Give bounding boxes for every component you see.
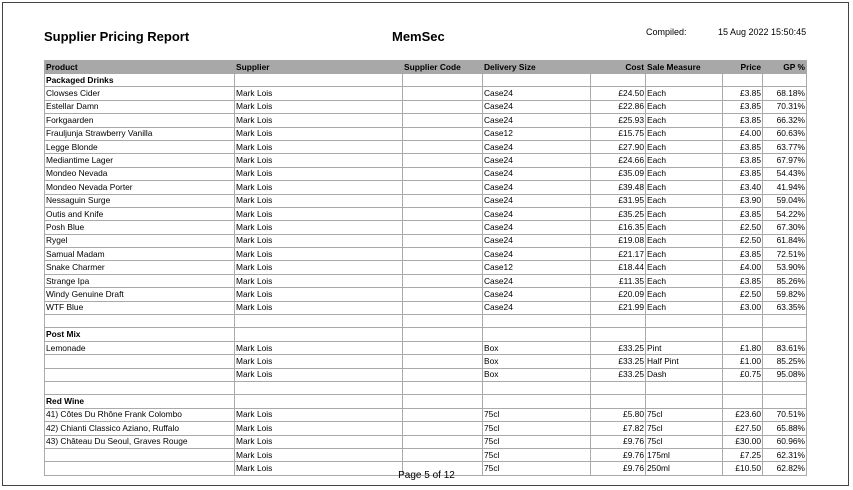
compiled-date: 15 Aug 2022 15:50:45 [718,27,807,37]
cell-product: Samual Madam [45,248,235,261]
empty-cell [591,315,646,328]
cell-gp: 85.26% [763,274,807,287]
cell-sale-measure: Each [646,87,723,100]
empty-cell [483,381,591,394]
cell-delivery-size: Box [483,341,591,354]
cell-gp: 68.18% [763,87,807,100]
cell-price: £3.85 [723,154,763,167]
cell-supplier: Mark Lois [235,435,403,448]
cell-sale-measure: Half Pint [646,355,723,368]
cell-sale-measure: Each [646,194,723,207]
cell-sale-measure: 75cl [646,435,723,448]
cell-supplier: Mark Lois [235,194,403,207]
cell-price: £3.85 [723,274,763,287]
empty-cell [235,315,403,328]
cell-supplier-code [403,140,483,153]
cell-price: £1.80 [723,341,763,354]
cell-price: £3.85 [723,207,763,220]
cell-delivery-size: Case24 [483,87,591,100]
cell-gp: 59.82% [763,288,807,301]
cell-gp: 62.82% [763,462,807,475]
cell-supplier: Mark Lois [235,355,403,368]
cell-supplier: Mark Lois [235,234,403,247]
cell-delivery-size: Box [483,368,591,381]
cell-sale-measure: Each [646,140,723,153]
cell-price: £1.00 [723,355,763,368]
cell-supplier-code [403,207,483,220]
cell-sale-measure: Each [646,261,723,274]
cell-cost: £16.35 [591,221,646,234]
cell-product: Posh Blue [45,221,235,234]
cell-delivery-size: Case24 [483,234,591,247]
cell-price: £23.60 [723,408,763,421]
empty-cell [403,395,483,408]
cell-sale-measure: Each [646,127,723,140]
empty-cell [646,328,723,341]
cell-cost: £20.09 [591,288,646,301]
column-header: Price [723,61,763,74]
empty-cell [723,381,763,394]
cell-supplier: Mark Lois [235,140,403,153]
cell-sale-measure: Each [646,154,723,167]
cell-product: Mondeo Nevada [45,167,235,180]
cell-supplier-code [403,87,483,100]
cell-supplier-code [403,248,483,261]
cell-product: Forkgaarden [45,114,235,127]
cell-gp: 65.88% [763,422,807,435]
table-row [45,368,807,381]
empty-cell [646,381,723,394]
cell-supplier-code [403,355,483,368]
cell-supplier-code [403,448,483,461]
empty-cell [483,328,591,341]
table-row [45,261,807,274]
cell-price: £3.90 [723,194,763,207]
empty-cell [646,315,723,328]
cell-sale-measure: Each [646,248,723,261]
cell-product: Nessaguin Surge [45,194,235,207]
cell-gp: 63.77% [763,140,807,153]
cell-supplier-code [403,422,483,435]
table-row [45,207,807,220]
cell-product [45,355,235,368]
cell-sale-measure: Dash [646,368,723,381]
company-name: MemSec [392,29,445,44]
cell-delivery-size: Case24 [483,221,591,234]
table-row [45,87,807,100]
cell-gp: 62.31% [763,448,807,461]
table-row [45,114,807,127]
cell-delivery-size: Case12 [483,127,591,140]
empty-cell [763,328,807,341]
cell-gp: 83.61% [763,341,807,354]
cell-product: Frauljunja Strawberry Vanilla [45,127,235,140]
cell-price: £3.85 [723,87,763,100]
cell-sale-measure: 75cl [646,422,723,435]
cell-product: Estellar Damn [45,100,235,113]
cell-supplier: Mark Lois [235,408,403,421]
cell-gp: 72.51% [763,248,807,261]
cell-sale-measure: Each [646,234,723,247]
cell-supplier-code [403,100,483,113]
cell-price: £2.50 [723,221,763,234]
empty-cell [646,74,723,87]
cell-price: £3.85 [723,248,763,261]
cell-product: 43) Château Du Seoul, Graves Rouge [45,435,235,448]
empty-cell [235,381,403,394]
cell-delivery-size: Case24 [483,274,591,287]
cell-cost: £24.66 [591,154,646,167]
table-row [45,422,807,435]
table-row [45,408,807,421]
section-header-row [45,74,807,87]
cell-cost: £9.76 [591,448,646,461]
cell-sale-measure: Each [646,207,723,220]
cell-price: £3.85 [723,114,763,127]
cell-price: £0.75 [723,368,763,381]
cell-delivery-size: Case24 [483,194,591,207]
cell-cost: £33.25 [591,355,646,368]
cell-delivery-size: Case24 [483,181,591,194]
cell-price: £3.40 [723,181,763,194]
cell-sale-measure: Each [646,100,723,113]
cell-product: Outis and Knife [45,207,235,220]
cell-supplier: Mark Lois [235,154,403,167]
cell-cost: £7.82 [591,422,646,435]
column-header: Product [45,61,235,74]
table-row [45,435,807,448]
page-number: Page 5 of 12 [398,470,455,481]
report-title: Supplier Pricing Report [44,29,190,44]
cell-cost: £5.80 [591,408,646,421]
spacer-row [45,315,807,328]
cell-supplier: Mark Lois [235,261,403,274]
cell-cost: £22.86 [591,100,646,113]
cell-supplier: Mark Lois [235,221,403,234]
empty-cell [763,315,807,328]
cell-cost: £35.25 [591,207,646,220]
cell-gp: 67.97% [763,154,807,167]
empty-cell [45,381,235,394]
cell-product: Strange Ipa [45,274,235,287]
cell-gp: 66.32% [763,114,807,127]
cell-supplier: Mark Lois [235,301,403,314]
empty-cell [403,315,483,328]
cell-price: £27.50 [723,422,763,435]
cell-product: Clowses Cider [45,87,235,100]
cell-gp: 54.22% [763,207,807,220]
column-header: Delivery Size [483,61,591,74]
cell-supplier-code [403,194,483,207]
cell-supplier: Mark Lois [235,341,403,354]
cell-price: £3.85 [723,100,763,113]
section-header-row [45,395,807,408]
cell-gp: 95.08% [763,368,807,381]
pricing-table [44,60,807,476]
cell-cost: £33.25 [591,341,646,354]
cell-delivery-size: 75cl [483,435,591,448]
table-row [45,341,807,354]
cell-product: WTF Blue [45,301,235,314]
empty-cell [723,395,763,408]
cell-cost: £11.35 [591,274,646,287]
cell-sale-measure: Each [646,274,723,287]
cell-price: £10.50 [723,462,763,475]
cell-supplier: Mark Lois [235,167,403,180]
cell-gp: 85.25% [763,355,807,368]
cell-supplier-code [403,234,483,247]
table-row [45,221,807,234]
empty-cell [591,328,646,341]
empty-cell [646,395,723,408]
empty-cell [723,328,763,341]
table-row [45,448,807,461]
table-row [45,234,807,247]
cell-price: £30.00 [723,435,763,448]
cell-supplier: Mark Lois [235,114,403,127]
section-title: Packaged Drinks [45,74,235,87]
cell-gp: 41.94% [763,181,807,194]
cell-cost: £21.99 [591,301,646,314]
cell-gp: 54.43% [763,167,807,180]
cell-product: 41) Côtes Du Rhône Frank Colombo [45,408,235,421]
cell-supplier-code [403,221,483,234]
cell-gp: 67.30% [763,221,807,234]
empty-cell [235,395,403,408]
cell-cost: £24.50 [591,87,646,100]
cell-cost: £35.09 [591,167,646,180]
cell-price: £4.00 [723,261,763,274]
table-row [45,100,807,113]
table-row [45,274,807,287]
cell-sale-measure: Each [646,288,723,301]
cell-cost: £31.95 [591,194,646,207]
empty-cell [723,74,763,87]
empty-cell [723,315,763,328]
empty-cell [403,74,483,87]
cell-supplier: Mark Lois [235,462,403,475]
cell-supplier: Mark Lois [235,248,403,261]
cell-price: £3.00 [723,301,763,314]
empty-cell [591,74,646,87]
cell-product: Snake Charmer [45,261,235,274]
cell-product: Mondeo Nevada Porter [45,181,235,194]
cell-gp: 63.35% [763,301,807,314]
cell-delivery-size: Case24 [483,154,591,167]
cell-gp: 60.63% [763,127,807,140]
cell-price: £2.50 [723,288,763,301]
cell-price: £2.50 [723,234,763,247]
cell-delivery-size: Case24 [483,100,591,113]
cell-product: Mediantime Lager [45,154,235,167]
cell-product [45,448,235,461]
empty-cell [763,74,807,87]
cell-cost: £21.17 [591,248,646,261]
cell-cost: £18.44 [591,261,646,274]
table-row [45,288,807,301]
empty-cell [235,74,403,87]
cell-supplier-code [403,127,483,140]
cell-supplier-code [403,341,483,354]
cell-delivery-size: 75cl [483,462,591,475]
cell-sale-measure: Each [646,181,723,194]
cell-supplier: Mark Lois [235,127,403,140]
cell-sale-measure: 175ml [646,448,723,461]
cell-supplier: Mark Lois [235,274,403,287]
cell-delivery-size: Case24 [483,248,591,261]
cell-supplier: Mark Lois [235,87,403,100]
table-row [45,248,807,261]
cell-delivery-size: Case24 [483,114,591,127]
cell-delivery-size: Box [483,355,591,368]
cell-delivery-size: Case24 [483,288,591,301]
cell-price: £4.00 [723,127,763,140]
cell-price: £3.85 [723,167,763,180]
section-title: Red Wine [45,395,235,408]
cell-supplier: Mark Lois [235,288,403,301]
column-header: Sale Measure [646,61,723,74]
cell-cost: £39.48 [591,181,646,194]
cell-sale-measure: 75cl [646,408,723,421]
cell-supplier-code [403,154,483,167]
empty-cell [235,328,403,341]
cell-gp: 53.90% [763,261,807,274]
cell-delivery-size: 75cl [483,408,591,421]
empty-cell [403,381,483,394]
cell-supplier: Mark Lois [235,368,403,381]
empty-cell [763,381,807,394]
cell-supplier-code [403,301,483,314]
table-row [45,194,807,207]
cell-price: £7.25 [723,448,763,461]
cell-delivery-size: Case24 [483,167,591,180]
cell-cost: £9.76 [591,462,646,475]
cell-gp: 59.04% [763,194,807,207]
column-header: Cost [591,61,646,74]
cell-supplier-code [403,167,483,180]
table-row [45,140,807,153]
cell-delivery-size: 75cl [483,422,591,435]
cell-supplier: Mark Lois [235,448,403,461]
cell-product: Lemonade [45,341,235,354]
cell-cost: £27.90 [591,140,646,153]
column-header: Supplier Code [403,61,483,74]
cell-supplier-code [403,274,483,287]
cell-delivery-size: Case24 [483,301,591,314]
cell-cost: £9.76 [591,435,646,448]
cell-product: Windy Genuine Draft [45,288,235,301]
column-header: Supplier [235,61,403,74]
cell-delivery-size: Case24 [483,207,591,220]
table-row [45,301,807,314]
section-header-row [45,328,807,341]
cell-cost: £19.08 [591,234,646,247]
cell-gp: 70.31% [763,100,807,113]
cell-sale-measure: Each [646,167,723,180]
cell-gp: 61.84% [763,234,807,247]
cell-sale-measure: Each [646,221,723,234]
table-header [45,61,807,74]
cell-sale-measure: Pint [646,341,723,354]
cell-sale-measure: Each [646,301,723,314]
cell-delivery-size: Case24 [483,140,591,153]
cell-product [45,368,235,381]
compiled-label: Compiled: [646,27,687,37]
cell-supplier-code [403,408,483,421]
cell-gp: 60.96% [763,435,807,448]
table-row [45,154,807,167]
cell-delivery-size: 75cl [483,448,591,461]
table-row [45,355,807,368]
table-row [45,167,807,180]
cell-supplier-code [403,114,483,127]
cell-sale-measure: Each [646,114,723,127]
cell-supplier-code [403,435,483,448]
cell-product: 42) Chianti Classico Aziano, Ruffalo [45,422,235,435]
empty-cell [763,395,807,408]
empty-cell [483,395,591,408]
empty-cell [403,328,483,341]
cell-supplier-code [403,181,483,194]
cell-cost: £15.75 [591,127,646,140]
cell-delivery-size: Case12 [483,261,591,274]
section-title: Post Mix [45,328,235,341]
cell-supplier: Mark Lois [235,207,403,220]
table-row [45,181,807,194]
spacer-row [45,381,807,394]
cell-supplier-code [403,368,483,381]
empty-cell [483,315,591,328]
cell-cost: £25.93 [591,114,646,127]
empty-cell [591,395,646,408]
empty-cell [483,74,591,87]
cell-supplier: Mark Lois [235,422,403,435]
table-row [45,127,807,140]
cell-product: Rygel [45,234,235,247]
cell-supplier: Mark Lois [235,181,403,194]
column-header: GP % [763,61,807,74]
cell-supplier-code [403,261,483,274]
cell-supplier: Mark Lois [235,100,403,113]
cell-supplier-code [403,288,483,301]
cell-price: £3.85 [723,140,763,153]
cell-cost: £33.25 [591,368,646,381]
empty-cell [45,315,235,328]
empty-cell [591,381,646,394]
cell-gp: 70.51% [763,408,807,421]
cell-product: Legge Blonde [45,140,235,153]
cell-sale-measure: 250ml [646,462,723,475]
